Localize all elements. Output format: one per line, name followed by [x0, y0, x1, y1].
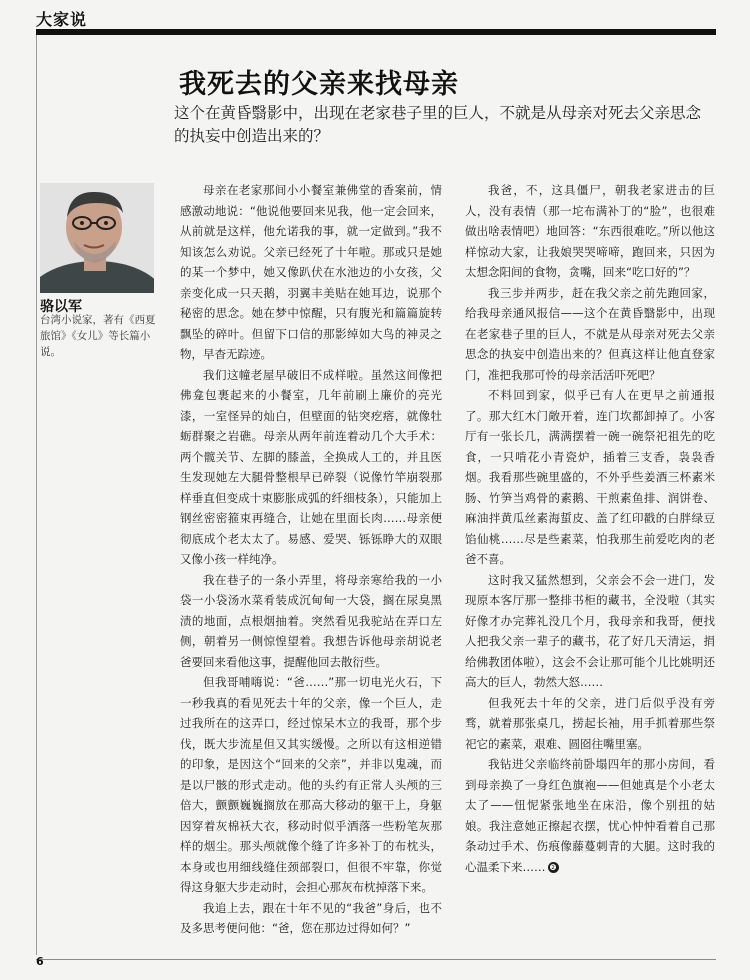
paragraph: 我三步并两步，赶在我父亲之前先跑回家，给我母亲通风报信——这个在黄昏翳影中，出现在老家巷子里的巨人，不就是从母亲对死去父亲思念的执妄中创造出来的？但真这样让他直登家门，准把我那可怜的母亲活活吓死吧？ — [465, 285, 715, 382]
top-rule — [36, 29, 716, 35]
left-rule — [36, 35, 37, 955]
article-deck: 这个在黄昏翳影中，出现在老家巷子里的巨人，不就是从母亲对死去父亲思念的执妄中创造出来的？ — [174, 104, 702, 145]
paragraph-final — [465, 754, 715, 877]
paragraph: 但我死去十年的父亲，进门后似乎没有旁骛，就着那张桌几，捞起长袖，用手抓着那些祭祀它的素菜，艰难、圆囵往嘴里塞。 — [465, 695, 715, 751]
paragraph: 母亲在老家那间小小餐室兼佛堂的香案前，情感激动地说：“他说他要回来见我，他一定会回来，从前就是这样，他允诺我的事，就一定做到。”我不知该怎么劝说。父亲已经死了十年啦。那或只是她的某一个梦中，她又像趴伏在水池边的小女孩，父亲变化成一只天鹅，羽翼丰美贴在她耳边，说那个秘密的思念。她在梦中惊醒，只有腹光和篇篇旋转飘坠的碎叶。但留下口信的那影绰如大鸟的神灵之物，早杳无踪迹。 — [180, 183, 442, 361]
bottom-rule — [36, 959, 716, 960]
end-mark-icon: ❷ — [549, 862, 557, 872]
paragraph: 我们这幢老屋早破旧不成样啦。虽然这间像把佛龛包裹起来的小餐室，几年前刷上廉价的亮光漆，一室怪异的灿白，但壁面的钻突疙瘩，就像牡蛎群聚之岩礁。母亲从两年前连着动几个大手术：两个髋关节、左脚的膝盖，全换成人工的，并且医生发现她左大腿骨整根早已碎裂（说像竹竿崩裂那样垂直但变成十束膨胀成弧的纤细枝条），只能加上钢丝密密箍束再缝合，让她在里面长肉……母亲便彻底成个老太太了。易感、爱哭、铄铄睁大的双眼又像小孩一样纯净。 — [180, 367, 442, 566]
paragraph: 不料回到家，似乎已有人在更早之前通报了。那大红木门敞开着，连门坎都卸掉了。小客厅有一张长几，满满摆着一碗一碗祭祀祖先的吃食，一只啃花小青瓷炉，插着三支香，袅袅香烟。我看那些碗里盛的，不外乎些姜酒三杯素米肠、竹笋当鸡骨的素鹅、干煎素鱼排、润饼卷、麻油拌黄瓜丝素海蜇皮、盖了红印戳的白胖绿豆馅仙桃……尽是些素菜，怕我那生前爱吃肉的老爸不喜。 — [465, 388, 715, 566]
body-column-2 — [465, 180, 715, 877]
page-number: 6 — [36, 955, 44, 968]
paragraph: 我在巷子的一条小弄里，将母亲寒给我的一小袋一小袋汤水菜肴装成沉甸甸一大袋，搁在尿臭黑渍的地面，点根烟抽着。突然看见我驼站在弄口左侧，朝着另一侧惊惶望着。我想告诉他母亲胡说老爸要回来看他这事，提醒他回去散衍些。 — [180, 572, 442, 669]
paragraph: 这时我又猛然想到，父亲会不会一进门，发现原本客厅那一整排书柜的藏书，全没啦（其实好像才办完葬礼没几个月，我母亲和我哥，便找人把我父亲一辈子的藏书，花了好几天清运，捐给佛教团体啦），这会不会让那可能个儿比姚明还高大的巨人，勃然大怒…… — [465, 572, 715, 689]
author-bio: 台湾小说家，著有《西夏旅馆》《女儿》等长篇小说。 — [40, 314, 156, 358]
paragraph: 我追上去，跟在十年不见的“我爸”身后，也不及多思考便问他：“爸，您在那边过得如何？” — [180, 900, 442, 935]
paragraph: 我爸，不，这具僵尸，朝我老家进击的巨人，没有表情（那一坨布满补丁的“脸”，也很难做出啥表情吧）地回答：“东西很难吃。”所以他这样惊动大家，让我娘哭哭啼啼，跑回来，只因为太想念阳间的食物，贪嘴，回来“吃口好的”？ — [465, 183, 715, 279]
paragraph-text: 我钻进父亲临终前卧塌四年的那小房间，看到母亲换了一身红色旗袍——但她真是个小老太太了——忸怩紧张地坐在床沿，像个别扭的姑娘。我注意她正擦起衣摆，忧心忡忡看着自己那条动过手术、伤痕像藤蔓刺青的大腿。这时我的心温柔下来…… — [465, 757, 715, 874]
section-label: 大家说 — [36, 10, 88, 29]
author-name: 骆以军 — [40, 299, 82, 315]
paragraph: 但我哥哺嗨说：“爸……”那一切电光火石，下一秒我真的看见死去十年的父亲，像一个巨人，走过我所在的这弄口，经过惊呆木立的我哥，那个步伐，既大步流星但又其实缓慢。之所以有这相逆错的印象，是因这个“回来的父亲”，并非以鬼魂，而是以尸骸的形式走动。他的头约有正常人头颅的三倍大，颤颤巍巍搁放在那高大移动的躯干上，身躯因穿着灰棉袄大衣，移动时似乎洒落一些粉笔灰那样的烟尘。那头颅就像个缝了许多补丁的布枕头，本身或也用细线缝住颈部裂口，但很不牢靠，你觉得这身躯大步走动时，会担心那灰布枕掉落下来。 — [180, 675, 442, 894]
author-photo — [40, 183, 154, 293]
body-column-1 — [180, 180, 442, 939]
article-title: 我死去的父亲来找母亲 — [179, 69, 459, 100]
